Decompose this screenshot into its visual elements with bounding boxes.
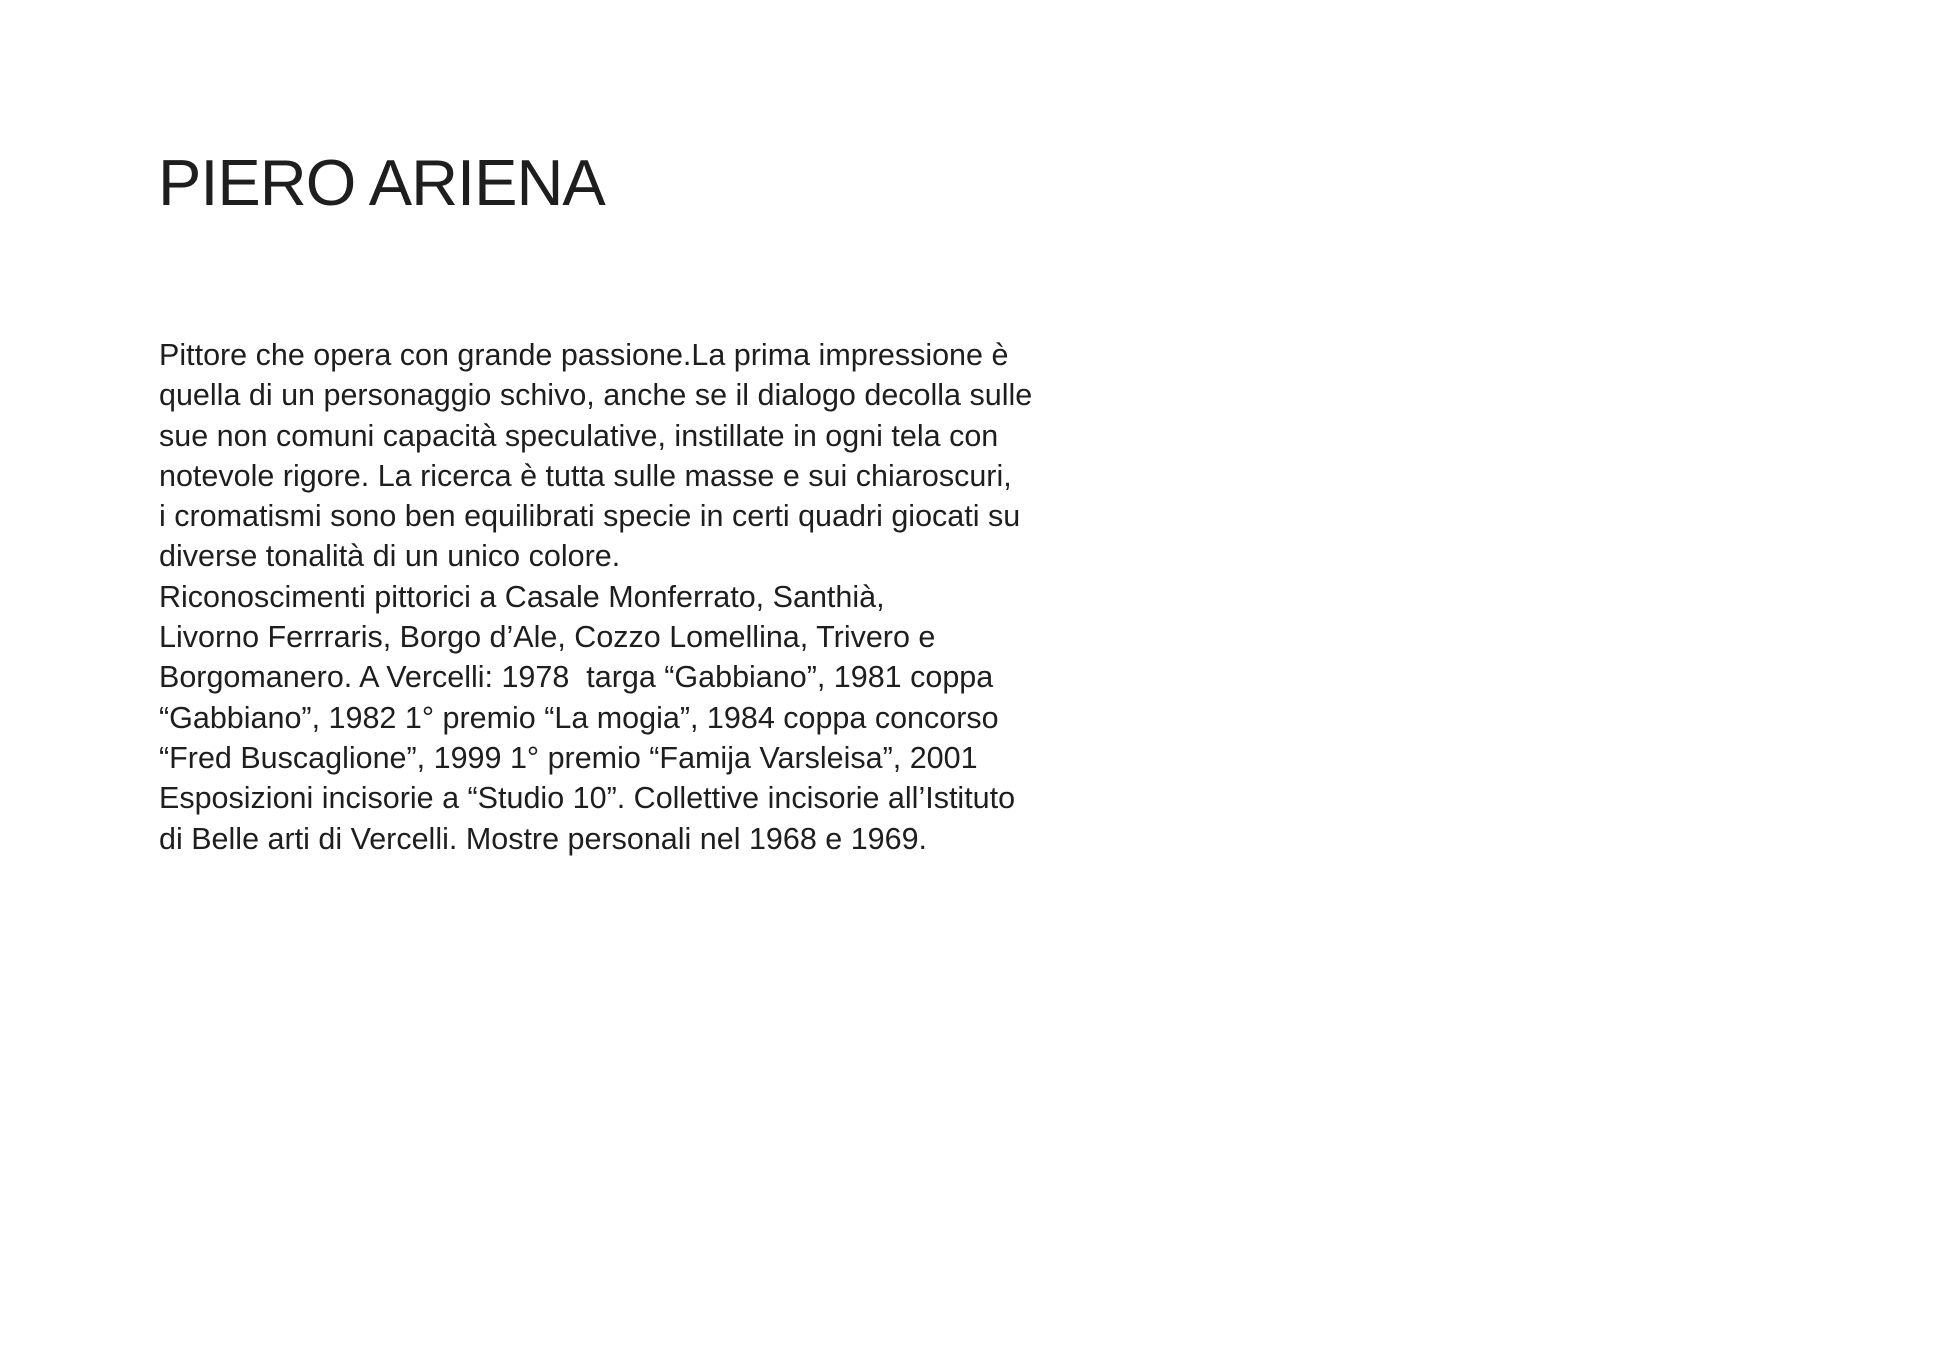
page-title: PIERO ARIENA <box>158 146 605 219</box>
bio-line: sue non comuni capacità speculative, instillate in ogni tela con <box>159 418 999 453</box>
bio-line: Pittore che opera con grande passione.La prima impressione è <box>159 338 1009 372</box>
bio-line: “Gabbiano”, 1982 1° premio “La mogia”, 1984 coppa concorso <box>159 700 999 735</box>
bio-line: quella di un personaggio schivo, anche se il dialogo decolla sulle <box>159 378 1033 413</box>
bio-line: notevole rigore. La ricerca è tutta sulle masse e sui chiaroscuri, <box>159 458 1012 493</box>
bio-line: “Fred Buscaglione”, 1999 1° premio “Famija Varsleisa”, 2001 <box>159 740 978 775</box>
bio-line: Esposizioni incisorie a “Studio 10”. Collettive incisorie all’Istituto <box>159 781 1016 816</box>
bio-line: diverse tonalità di un unico colore. <box>159 539 621 574</box>
bio-line: Borgomanero. A Vercelli: 1978 targa “Gabbiano”, 1981 coppa <box>159 660 994 695</box>
bio-line: Riconoscimenti pittorici a Casale Monferrato, Santhià, <box>159 579 885 614</box>
bio-line: Livorno Ferrraris, Borgo d’Ale, Cozzo Lomellina, Trivero e <box>159 620 936 655</box>
biography-paragraph <box>159 335 1032 859</box>
bio-line: di Belle arti di Vercelli. Mostre personali nel 1968 e 1969. <box>159 821 928 856</box>
bio-line: i cromatismi sono ben equilibrati specie in certi quadri giocati su <box>159 499 1021 534</box>
